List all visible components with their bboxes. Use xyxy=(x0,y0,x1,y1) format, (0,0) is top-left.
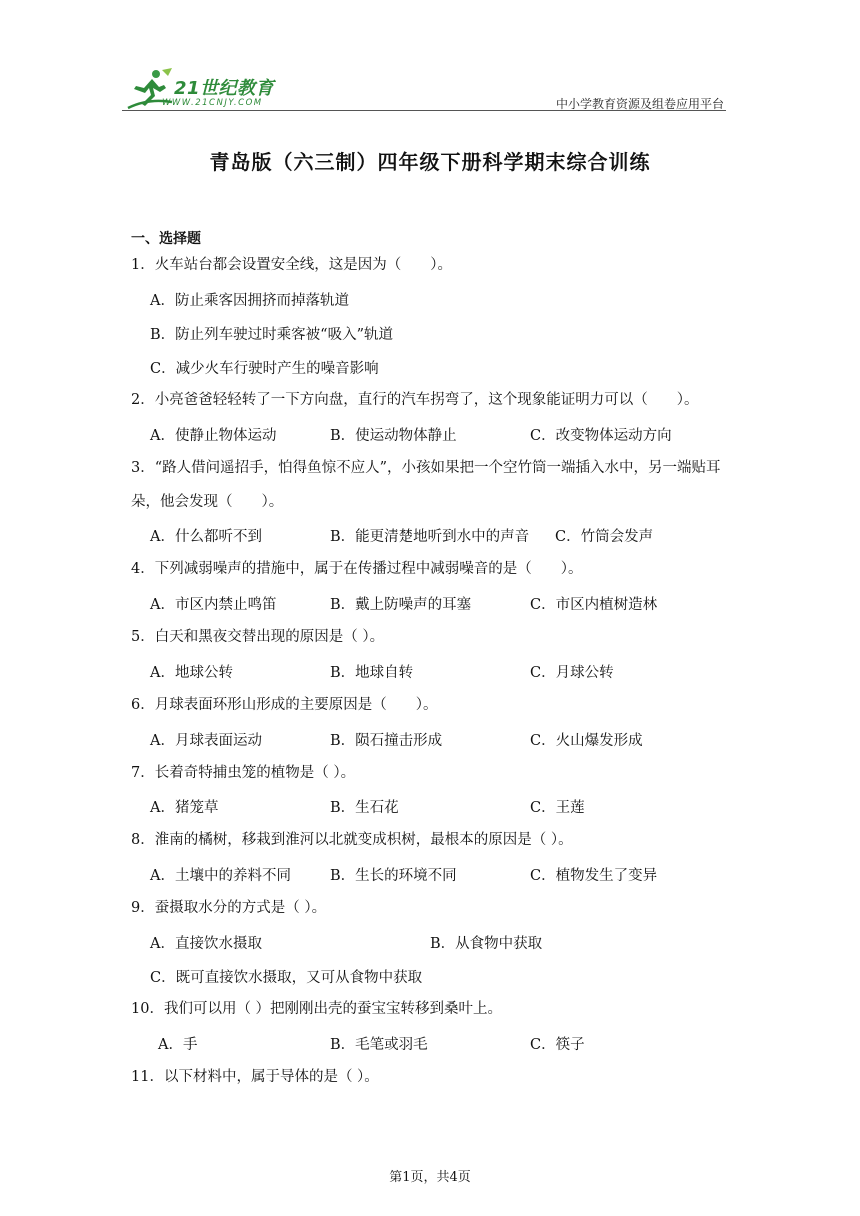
option-5a: A．地球公转 xyxy=(150,665,233,681)
option-10b: B．毛笔或羽毛 xyxy=(330,1037,428,1053)
option-1b: B．防止列车驶过时乘客被“吸入”轨道 xyxy=(150,327,393,343)
brand-logo xyxy=(122,68,292,110)
question-3: 3．“路人借问遥招手，怕得鱼惊不应人”，小孩如果把一个空竹筒一端插入水中，另一端贴耳朵，他会发现（ ）。 xyxy=(131,460,721,510)
section-heading: 一、选择题 xyxy=(131,231,201,247)
question-8: 8．淮南的橘树，移栽到淮河以北就变成枳树，最根本的原因是（ ）。 xyxy=(131,832,573,848)
option-9a: A．直接饮水摄取 xyxy=(150,936,262,952)
option-3c: C．竹筒会发声 xyxy=(555,529,654,545)
question-2: 2．小亮爸爸轻轻转了一下方向盘，直行的汽车拐弯了，这个现象能证明力可以（ ）。 xyxy=(131,392,699,408)
option-2c: C．改变物体运动方向 xyxy=(530,428,672,444)
page-number: 第1页，共4页 xyxy=(389,1170,471,1185)
option-6a: A．月球表面运动 xyxy=(150,733,262,749)
question-1: 1．火车站台都会设置安全线，这是因为（ ）。 xyxy=(131,257,452,273)
option-6b: B．陨石撞击形成 xyxy=(330,733,443,749)
option-4b: B．戴上防噪声的耳塞 xyxy=(330,597,472,613)
brand-url: WWW.21CNJY.COM xyxy=(162,98,263,108)
option-10a: A．手 xyxy=(158,1037,198,1053)
option-7c: C．王莲 xyxy=(530,800,585,816)
option-5c: C．月球公转 xyxy=(530,665,614,681)
option-5b: B．地球自转 xyxy=(330,665,414,681)
option-4c: C．市区内植树造林 xyxy=(530,597,658,613)
option-4a: A．市区内禁止鸣笛 xyxy=(150,597,277,613)
option-3b: B．能更清楚地听到水中的声音 xyxy=(330,529,530,545)
option-7b: B．生石花 xyxy=(330,800,399,816)
option-1a: A．防止乘客因拥挤而掉落轨道 xyxy=(150,293,349,309)
option-7a: A．猪笼草 xyxy=(150,800,219,816)
question-5: 5．白天和黑夜交替出现的原因是（ ）。 xyxy=(131,629,385,645)
brand-name: 21世纪教育 xyxy=(174,78,275,99)
option-9b: B．从食物中获取 xyxy=(430,936,543,952)
option-2a: A．使静止物体运动 xyxy=(150,428,277,444)
option-3a: A．什么都听不到 xyxy=(150,529,262,545)
question-11: 11．以下材料中，属于导体的是（ ）。 xyxy=(131,1069,379,1085)
header-divider xyxy=(122,110,726,111)
option-2b: B．使运动物体静止 xyxy=(330,428,457,444)
question-7: 7．长着奇特捕虫笼的植物是（ ）。 xyxy=(131,765,356,781)
question-9: 9．蚕摄取水分的方式是（ ）。 xyxy=(131,900,327,916)
option-1c: C．减少火车行驶时产生的噪音影响 xyxy=(150,361,379,377)
option-9c: C．既可直接饮水摄取，又可从食物中获取 xyxy=(150,970,423,986)
page-title: 青岛版（六三制）四年级下册科学期末综合训练 xyxy=(209,150,651,174)
platform-tagline: 中小学教育资源及组卷应用平台 xyxy=(555,97,724,111)
option-6c: C．火山爆发形成 xyxy=(530,733,643,749)
option-10c: C．筷子 xyxy=(530,1037,585,1053)
question-6: 6．月球表面环形山形成的主要原因是（ ）。 xyxy=(131,697,438,713)
question-4: 4．下列减弱噪声的措施中，属于在传播过程中减弱噪音的是（ ）。 xyxy=(131,561,583,577)
page-header xyxy=(122,62,726,114)
option-8c: C．植物发生了变异 xyxy=(530,868,658,884)
option-8a: A．土壤中的养料不同 xyxy=(150,868,291,884)
question-10: 10．我们可以用（ ）把刚刚出壳的蚕宝宝转移到桑叶上。 xyxy=(131,1001,503,1017)
option-8b: B．生长的环境不同 xyxy=(330,868,457,884)
